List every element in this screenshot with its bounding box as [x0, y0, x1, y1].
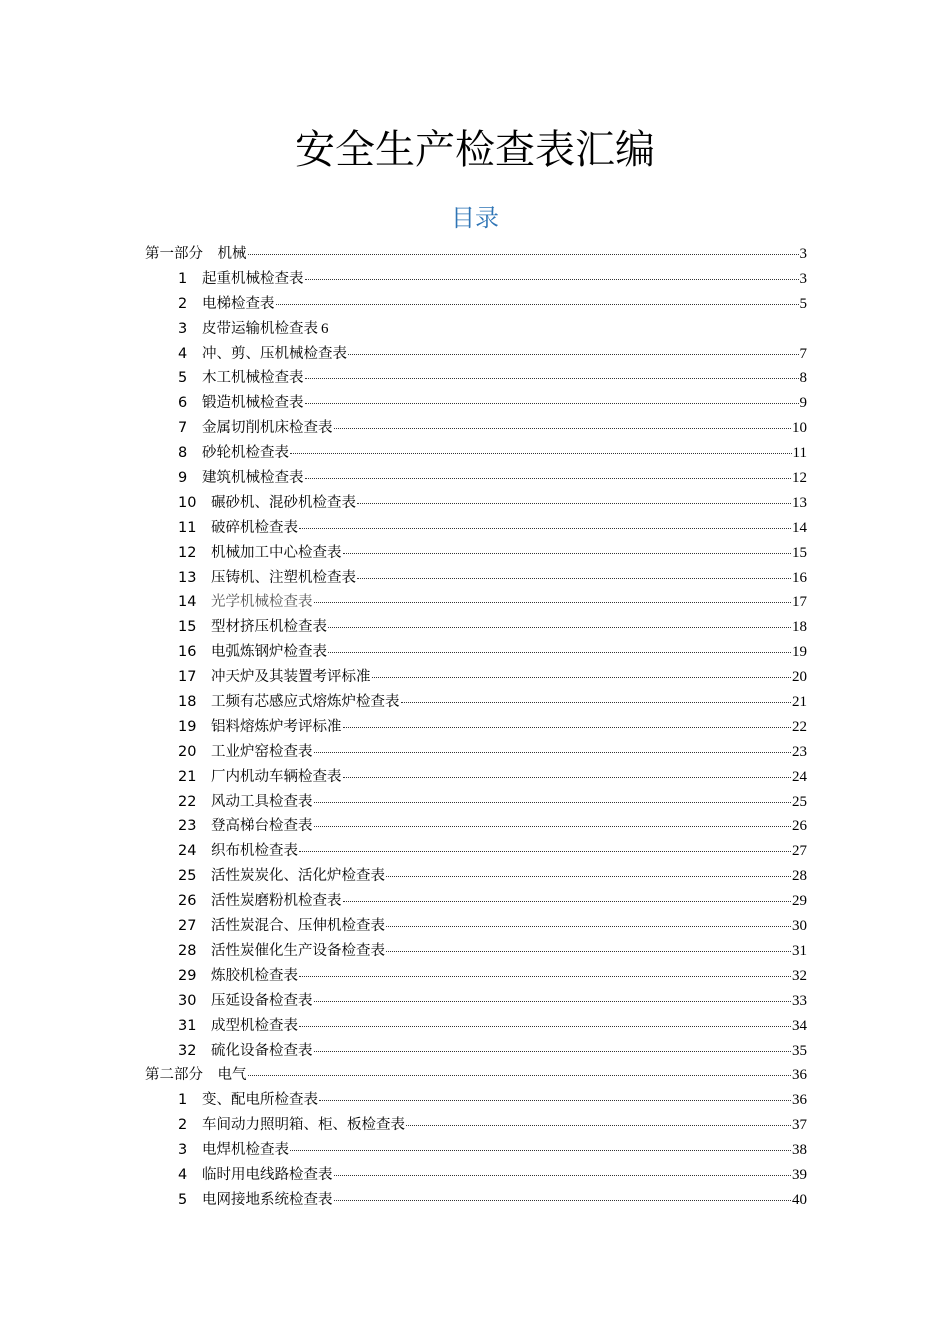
toc-entry-label: 登高梯台检查表 [211, 818, 313, 835]
toc-entry-page-number: 32 [792, 967, 807, 984]
toc-dot-leader [314, 738, 792, 753]
toc-entry-page-number: 35 [792, 1042, 807, 1059]
toc-entry[interactable] [145, 267, 807, 292]
toc-dot-leader [334, 1186, 792, 1201]
toc-entry-label: 风动工具检查表 [211, 793, 313, 810]
toc-dot-leader [334, 414, 792, 429]
toc-entry[interactable] [145, 491, 807, 516]
toc-entry[interactable] [145, 1188, 807, 1213]
toc-entry-number: 1 [178, 270, 188, 287]
toc-dot-leader [386, 862, 791, 877]
toc-entry-label: 冲天炉及其装置考评标准 [211, 669, 371, 686]
toc-dot-leader [328, 613, 791, 628]
toc-entry-label: 锻造机械检查表 [202, 395, 304, 412]
toc-entry-label: 变、配电所检查表 [202, 1092, 318, 1109]
toc-entry[interactable] [145, 516, 807, 541]
toc-entry-label: 型材挤压机检查表 [211, 619, 327, 636]
toc-dot-leader [386, 912, 791, 927]
toc-entry-number: 14 [178, 594, 197, 611]
toc-heading: 目录 [451, 204, 499, 232]
toc-entry-number: 22 [178, 793, 197, 810]
toc-entry[interactable] [145, 640, 807, 665]
toc-entry-label: 临时用电线路检查表 [202, 1166, 333, 1183]
toc-entry-page-number: 36 [792, 1092, 807, 1109]
toc-dot-leader [401, 688, 792, 703]
toc-entry-number: 31 [178, 1017, 197, 1034]
toc-entry-label: 砂轮机检查表 [202, 445, 289, 462]
toc-entry[interactable] [145, 416, 807, 441]
toc-dot-leader [343, 713, 792, 728]
toc-entry-label: 压延设备检查表 [211, 992, 313, 1009]
toc-dot-leader [299, 514, 791, 529]
toc-dot-leader [299, 1012, 791, 1027]
toc-entry-page-number: 15 [792, 544, 807, 561]
toc-entry[interactable] [145, 939, 807, 964]
toc-entry-number: 27 [178, 918, 197, 935]
toc-entry[interactable] [145, 292, 807, 317]
toc-entry[interactable] [145, 690, 807, 715]
toc-part-entry[interactable] [145, 242, 807, 267]
toc-dot-leader [299, 837, 791, 852]
toc-entry-number: 19 [178, 718, 197, 735]
toc-entry-number: 26 [178, 893, 197, 910]
toc-entry[interactable] [145, 989, 807, 1014]
toc-entry-label: 皮带运输机检查表 [202, 320, 318, 337]
toc-dot-leader [248, 1061, 792, 1076]
toc-entry[interactable] [145, 1039, 807, 1064]
toc-dot-leader [305, 464, 792, 479]
toc-entry-page-number: 30 [792, 918, 807, 935]
toc-entry-page-number: 39 [792, 1166, 807, 1183]
toc-entry-number: 10 [178, 494, 197, 511]
toc-entry-number: 1 [178, 1092, 188, 1109]
toc-entry-page-number: 21 [792, 694, 807, 711]
toc-entry-number: 25 [178, 868, 197, 885]
toc-entry-number: 5 [178, 1191, 188, 1208]
toc-dot-leader [343, 539, 792, 554]
toc-entry-page-number: 19 [792, 644, 807, 661]
toc-entry-page-number: 14 [792, 519, 807, 536]
toc-entry-label: 压铸机、注塑机检查表 [211, 569, 356, 586]
toc-dot-leader [248, 240, 799, 255]
toc-entry-page-number: 12 [792, 470, 807, 487]
toc-entry[interactable] [145, 1138, 807, 1163]
toc-entry-page-number: 23 [792, 743, 807, 760]
toc-entry-number: 6 [178, 395, 188, 412]
toc-entry-number: 13 [178, 569, 197, 586]
toc-entry-number: 8 [178, 445, 188, 462]
toc-entry-page-number: 20 [792, 669, 807, 686]
toc-entry-label: 木工机械检查表 [202, 370, 304, 387]
toc-entry-page-number: 31 [792, 942, 807, 959]
toc-entry[interactable] [145, 790, 807, 815]
toc-entry-label: 工业炉窑检查表 [211, 743, 313, 760]
toc-entry-page-number: 36 [792, 1067, 807, 1084]
toc-entry-number: 9 [178, 470, 188, 487]
toc-entry-number: 3 [178, 1142, 188, 1159]
toc-dot-leader [319, 1086, 791, 1101]
toc-entry-label: 活性炭磨粉机检查表 [211, 893, 342, 910]
toc-entry-page-number: 34 [792, 1017, 807, 1034]
toc-entry-page-number: 11 [792, 445, 807, 462]
toc-dot-leader [386, 937, 791, 952]
toc-entry[interactable] [145, 665, 807, 690]
document-title: 安全生产检查表汇编 [295, 127, 655, 173]
toc-entry-label: 车间动力照明箱、柜、板检查表 [202, 1117, 405, 1134]
toc-entry-label: 第二部分 电气 [145, 1067, 247, 1084]
toc-entry-page-number: 38 [792, 1142, 807, 1159]
toc-entry-page-number: 26 [792, 818, 807, 835]
toc-entry[interactable] [145, 466, 807, 491]
toc-entry[interactable] [145, 889, 807, 914]
toc-entry-page-number: 6 [321, 320, 329, 337]
toc-entry-label: 电梯检查表 [202, 295, 275, 312]
toc-entry-number: 32 [178, 1042, 197, 1059]
toc-entry-number: 21 [178, 768, 197, 785]
toc-entry-number: 29 [178, 967, 197, 984]
toc-entry-number: 15 [178, 619, 197, 636]
toc-entry-label: 铝料熔炼炉考评标准 [211, 718, 342, 735]
toc-entry-page-number: 27 [792, 843, 807, 860]
toc-entry-page-number: 8 [799, 370, 807, 387]
toc-entry-page-number: 17 [792, 594, 807, 611]
toc-entry-label: 碾砂机、混砂机检查表 [211, 494, 356, 511]
toc-entry-number: 20 [178, 743, 197, 760]
toc-dot-leader [343, 763, 792, 778]
toc-entry-label: 硫化设备检查表 [211, 1042, 313, 1059]
toc-entry-number: 7 [178, 420, 188, 437]
toc-entry-page-number: 3 [799, 270, 807, 287]
toc-dot-leader [314, 812, 792, 827]
toc-entry-page-number: 40 [792, 1191, 807, 1208]
toc-entry-number: 12 [178, 544, 197, 561]
toc-dot-leader [357, 564, 791, 579]
toc-entry[interactable] [145, 391, 807, 416]
toc-dot-leader [406, 1111, 791, 1126]
toc-entry-label: 电网接地系统检查表 [202, 1191, 333, 1208]
toc-entry-label: 活性炭催化生产设备检查表 [211, 942, 385, 959]
toc-entry-label: 机械加工中心检查表 [211, 544, 342, 561]
toc-entry[interactable] [145, 864, 807, 889]
toc-entry[interactable] [145, 541, 807, 566]
toc-entry-label: 织布机检查表 [211, 843, 298, 860]
toc-entry-number: 24 [178, 843, 197, 860]
toc-entry-page-number: 25 [792, 793, 807, 810]
toc-entry[interactable] [145, 441, 807, 466]
toc-entry-page-number: 37 [792, 1117, 807, 1134]
toc-entry[interactable] [145, 964, 807, 989]
toc-entry-page-number: 22 [792, 718, 807, 735]
toc-entry-number: 4 [178, 1166, 188, 1183]
toc-entry[interactable] [145, 342, 807, 367]
table-of-contents [145, 242, 807, 1213]
toc-entry-number: 4 [178, 345, 188, 362]
toc-entry-number: 11 [178, 519, 197, 536]
toc-entry-number: 2 [178, 295, 188, 312]
toc-dot-leader [343, 887, 792, 902]
toc-dot-leader [357, 489, 791, 504]
toc-entry[interactable] [145, 317, 807, 342]
toc-dot-leader [276, 290, 799, 305]
toc-entry-number: 17 [178, 669, 197, 686]
toc-entry-number: 28 [178, 942, 197, 959]
toc-entry[interactable] [145, 566, 807, 591]
toc-entry[interactable] [145, 839, 807, 864]
toc-entry-label: 厂内机动车辆检查表 [211, 768, 342, 785]
toc-entry[interactable] [145, 740, 807, 765]
toc-entry-label: 电弧炼钢炉检查表 [211, 644, 327, 661]
toc-entry-label: 炼胶机检查表 [211, 967, 298, 984]
toc-entry-number: 3 [178, 320, 188, 337]
toc-entry-label: 建筑机械检查表 [202, 470, 304, 487]
toc-entry-page-number: 7 [799, 345, 807, 362]
toc-entry-number: 2 [178, 1117, 188, 1134]
toc-entry-label: 第一部分 机械 [145, 246, 247, 262]
toc-dot-leader [328, 638, 791, 653]
toc-entry[interactable] [145, 814, 807, 839]
toc-dot-leader [305, 389, 799, 404]
toc-part-entry[interactable] [145, 1063, 807, 1088]
toc-dot-leader [314, 788, 792, 803]
toc-entry[interactable] [145, 590, 807, 615]
toc-dot-leader [348, 340, 799, 355]
toc-entry[interactable] [145, 914, 807, 939]
toc-entry-label: 冲、剪、压机械检查表 [202, 345, 347, 362]
toc-entry-label: 活性炭混合、压伸机检查表 [211, 918, 385, 935]
toc-dot-leader [314, 588, 792, 603]
toc-entry-label: 光学机械检查表 [211, 594, 313, 611]
toc-entry-label: 电焊机检查表 [202, 1142, 289, 1159]
toc-entry[interactable] [145, 1088, 807, 1113]
toc-entry-label: 活性炭炭化、活化炉检查表 [211, 868, 385, 885]
toc-entry-label: 工频有芯感应式熔炼炉检查表 [211, 694, 400, 711]
toc-entry-page-number: 33 [792, 992, 807, 1009]
toc-entry[interactable] [145, 1163, 807, 1188]
toc-entry[interactable] [145, 715, 807, 740]
toc-dot-leader [334, 1161, 792, 1176]
toc-entry-number: 16 [178, 644, 197, 661]
toc-dot-leader [314, 1037, 792, 1052]
toc-entry[interactable] [145, 615, 807, 640]
toc-dot-leader [305, 364, 799, 379]
toc-entry-label: 破碎机检查表 [211, 519, 298, 536]
toc-dot-leader [314, 987, 792, 1002]
toc-entry-page-number: 13 [792, 494, 807, 511]
toc-entry-label: 起重机械检查表 [202, 270, 304, 287]
toc-entry-page-number: 9 [799, 395, 807, 412]
toc-entry-page-number: 10 [792, 420, 807, 437]
toc-dot-leader [299, 962, 791, 977]
toc-entry-label: 成型机检查表 [211, 1017, 298, 1034]
toc-entry-number: 30 [178, 992, 197, 1009]
toc-entry-page-number: 3 [799, 246, 807, 262]
toc-entry-page-number: 5 [799, 295, 807, 312]
toc-entry[interactable] [145, 1014, 807, 1039]
toc-entry-label: 金属切削机床检查表 [202, 420, 333, 437]
toc-entry-number: 18 [178, 694, 197, 711]
toc-entry-page-number: 24 [792, 768, 807, 785]
toc-entry-page-number: 18 [792, 619, 807, 636]
toc-entry-page-number: 28 [792, 868, 807, 885]
toc-entry-page-number: 29 [792, 893, 807, 910]
toc-dot-leader [290, 439, 792, 454]
toc-entry[interactable] [145, 765, 807, 790]
toc-entry-number: 5 [178, 370, 188, 387]
toc-entry[interactable] [145, 366, 807, 391]
toc-dot-leader [372, 663, 792, 678]
toc-dot-leader [305, 265, 799, 280]
toc-entry-page-number: 16 [792, 569, 807, 586]
toc-entry[interactable] [145, 1113, 807, 1138]
toc-dot-leader [290, 1136, 791, 1151]
toc-entry-number: 23 [178, 818, 197, 835]
